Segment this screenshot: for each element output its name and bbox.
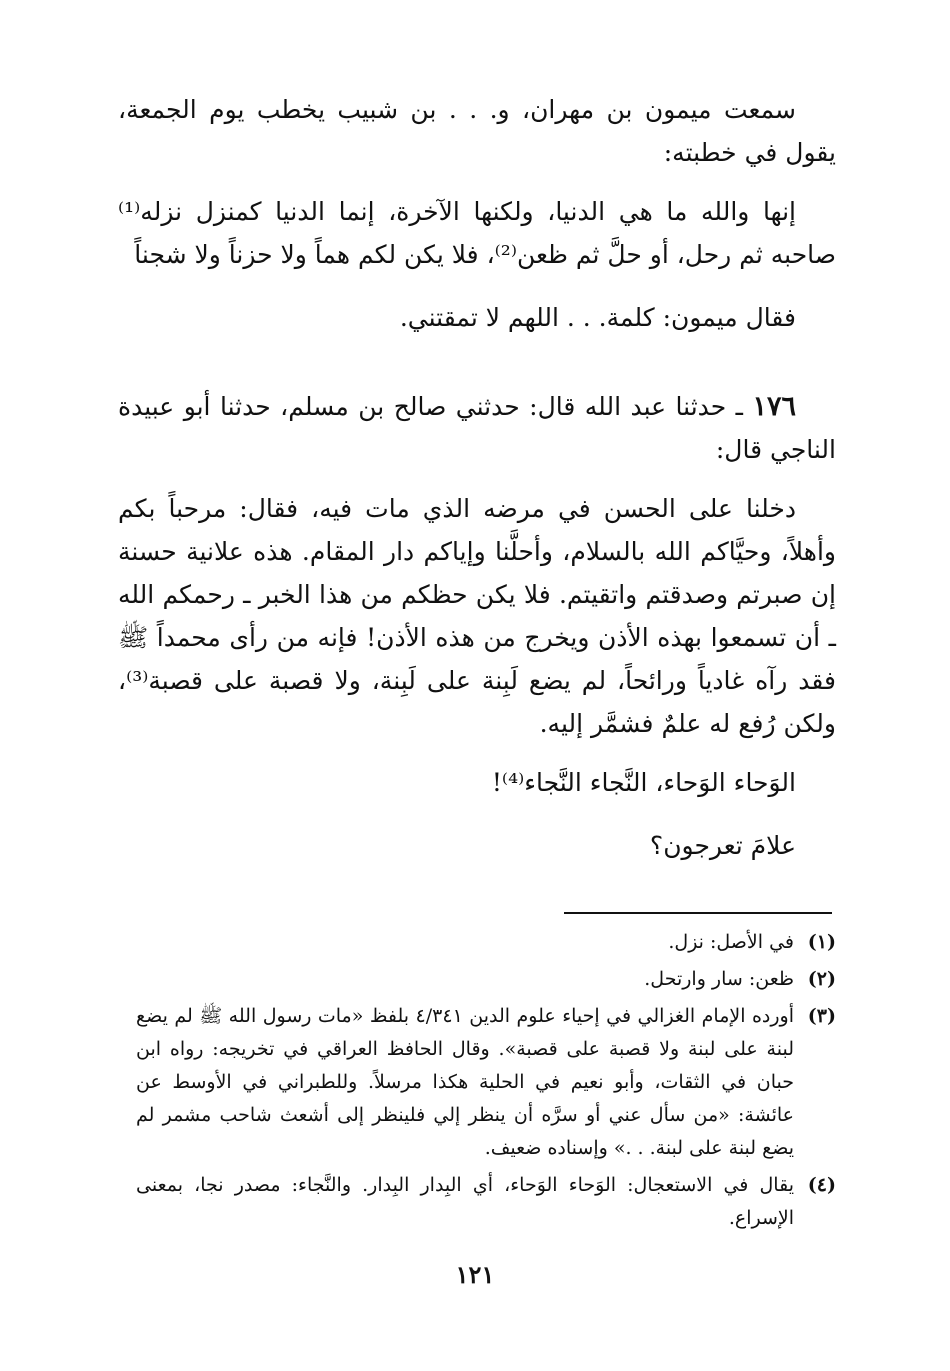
footnote-2 (136, 963, 836, 996)
footnote-3 (136, 1000, 836, 1165)
paragraph-sermon: إنها والله ما هي الدنيا، ولكنها الآخرة، إنما الدنيا كمنزل نزله⁽¹⁾ صاحبه ثم رحل، أو حلَّ ثم ظعن⁽²⁾، فلا يكن لكم هماً ولا حزناً ولا شجناً (118, 197, 836, 269)
footnote-text: ظعن: سار وارتحل. (644, 968, 794, 990)
paragraph-maymun-reply: فقال ميمون: كلمة. . . اللهم لا تمقتني. (399, 303, 796, 332)
paragraph-question: علامَ تعرجون؟ (649, 831, 796, 860)
paragraph-hasan-speech: دخلنا على الحسن في مرضه الذي مات فيه، فقال: مرحباً بكم وأهلاً، وحيَّاكم الله بالسلام، وأحلَّنا وإياكم دار المقام. هذه علانية حسنة إن صبرتم وصدقتم واتقيتم. فلا يكن حظكم من هذا الخبر ـ رحمكم الله ـ أن تسمعوا بهذه الأذن ويخرج من هذه الأذن! فإنه من رأى محمداً ﷺ فقد رآه غادياً ورائحاً، لم يضع لَبِنة على لَبِنة، ولا قصبة على قصبة⁽³⁾، ولكن رُفع له علمٌ فشمَّر إليه. (118, 494, 836, 738)
footnote-separator (564, 912, 832, 914)
footnote-number: (٤) (807, 1174, 836, 1196)
paragraph-exclamation: الوَحاء الوَحاء، النَّجاء النَّجاء⁽⁴⁾! (491, 768, 796, 797)
main-text (118, 88, 836, 867)
hadith-isnad-text: ـ حدثنا عبد الله قال: حدثني صالح بن مسلم، حدثنا أبو عبيدة الناجي قال: (118, 392, 836, 464)
footnote-number: (٢) (807, 968, 836, 990)
footnote-number: (١) (807, 931, 836, 953)
footnote-1 (136, 926, 836, 959)
paragraph-intro: سمعت ميمون بن مهران، و. . . بن شبيب يخطب يوم الجمعة، يقول في خطبته: (118, 95, 836, 167)
footnotes (136, 926, 836, 1239)
footnote-text: في الأصل: نزل. (668, 931, 794, 953)
paragraph-hadith-isnad (118, 385, 836, 471)
footnote-4 (136, 1169, 836, 1235)
hadith-number: ١٧٦ (752, 391, 796, 422)
page-number: ١٢١ (455, 1260, 495, 1289)
footnote-number: (٣) (807, 1005, 836, 1027)
footnote-text: أورده الإمام الغزالي في إحياء علوم الدين ٤/٣٤١ بلفظ «مات رسول الله ﷺ لم يضع لبنة على لبنة ولا قصبة على قصبة». وقال الحافظ العراقي في تخريجه: رواه ابن حبان في الثقات، وأبو نعيم في الحلية هكذا مرسلاً. وللطبراني في الأوسط عن عائشة: «من سأل عني أو سرَّه أن ينظر إلي فلينظر إلى أشعث شاحب مشمر لم يضع لبنة على لبنة. . .» وإسناده ضعيف. (136, 1005, 794, 1159)
footnote-text: يقال في الاستعجال: الوَحاء الوَحاء، أي البِدار البِدار. والنَّجاء: مصدر نجا، بمعنى الإسراع. (136, 1174, 794, 1229)
